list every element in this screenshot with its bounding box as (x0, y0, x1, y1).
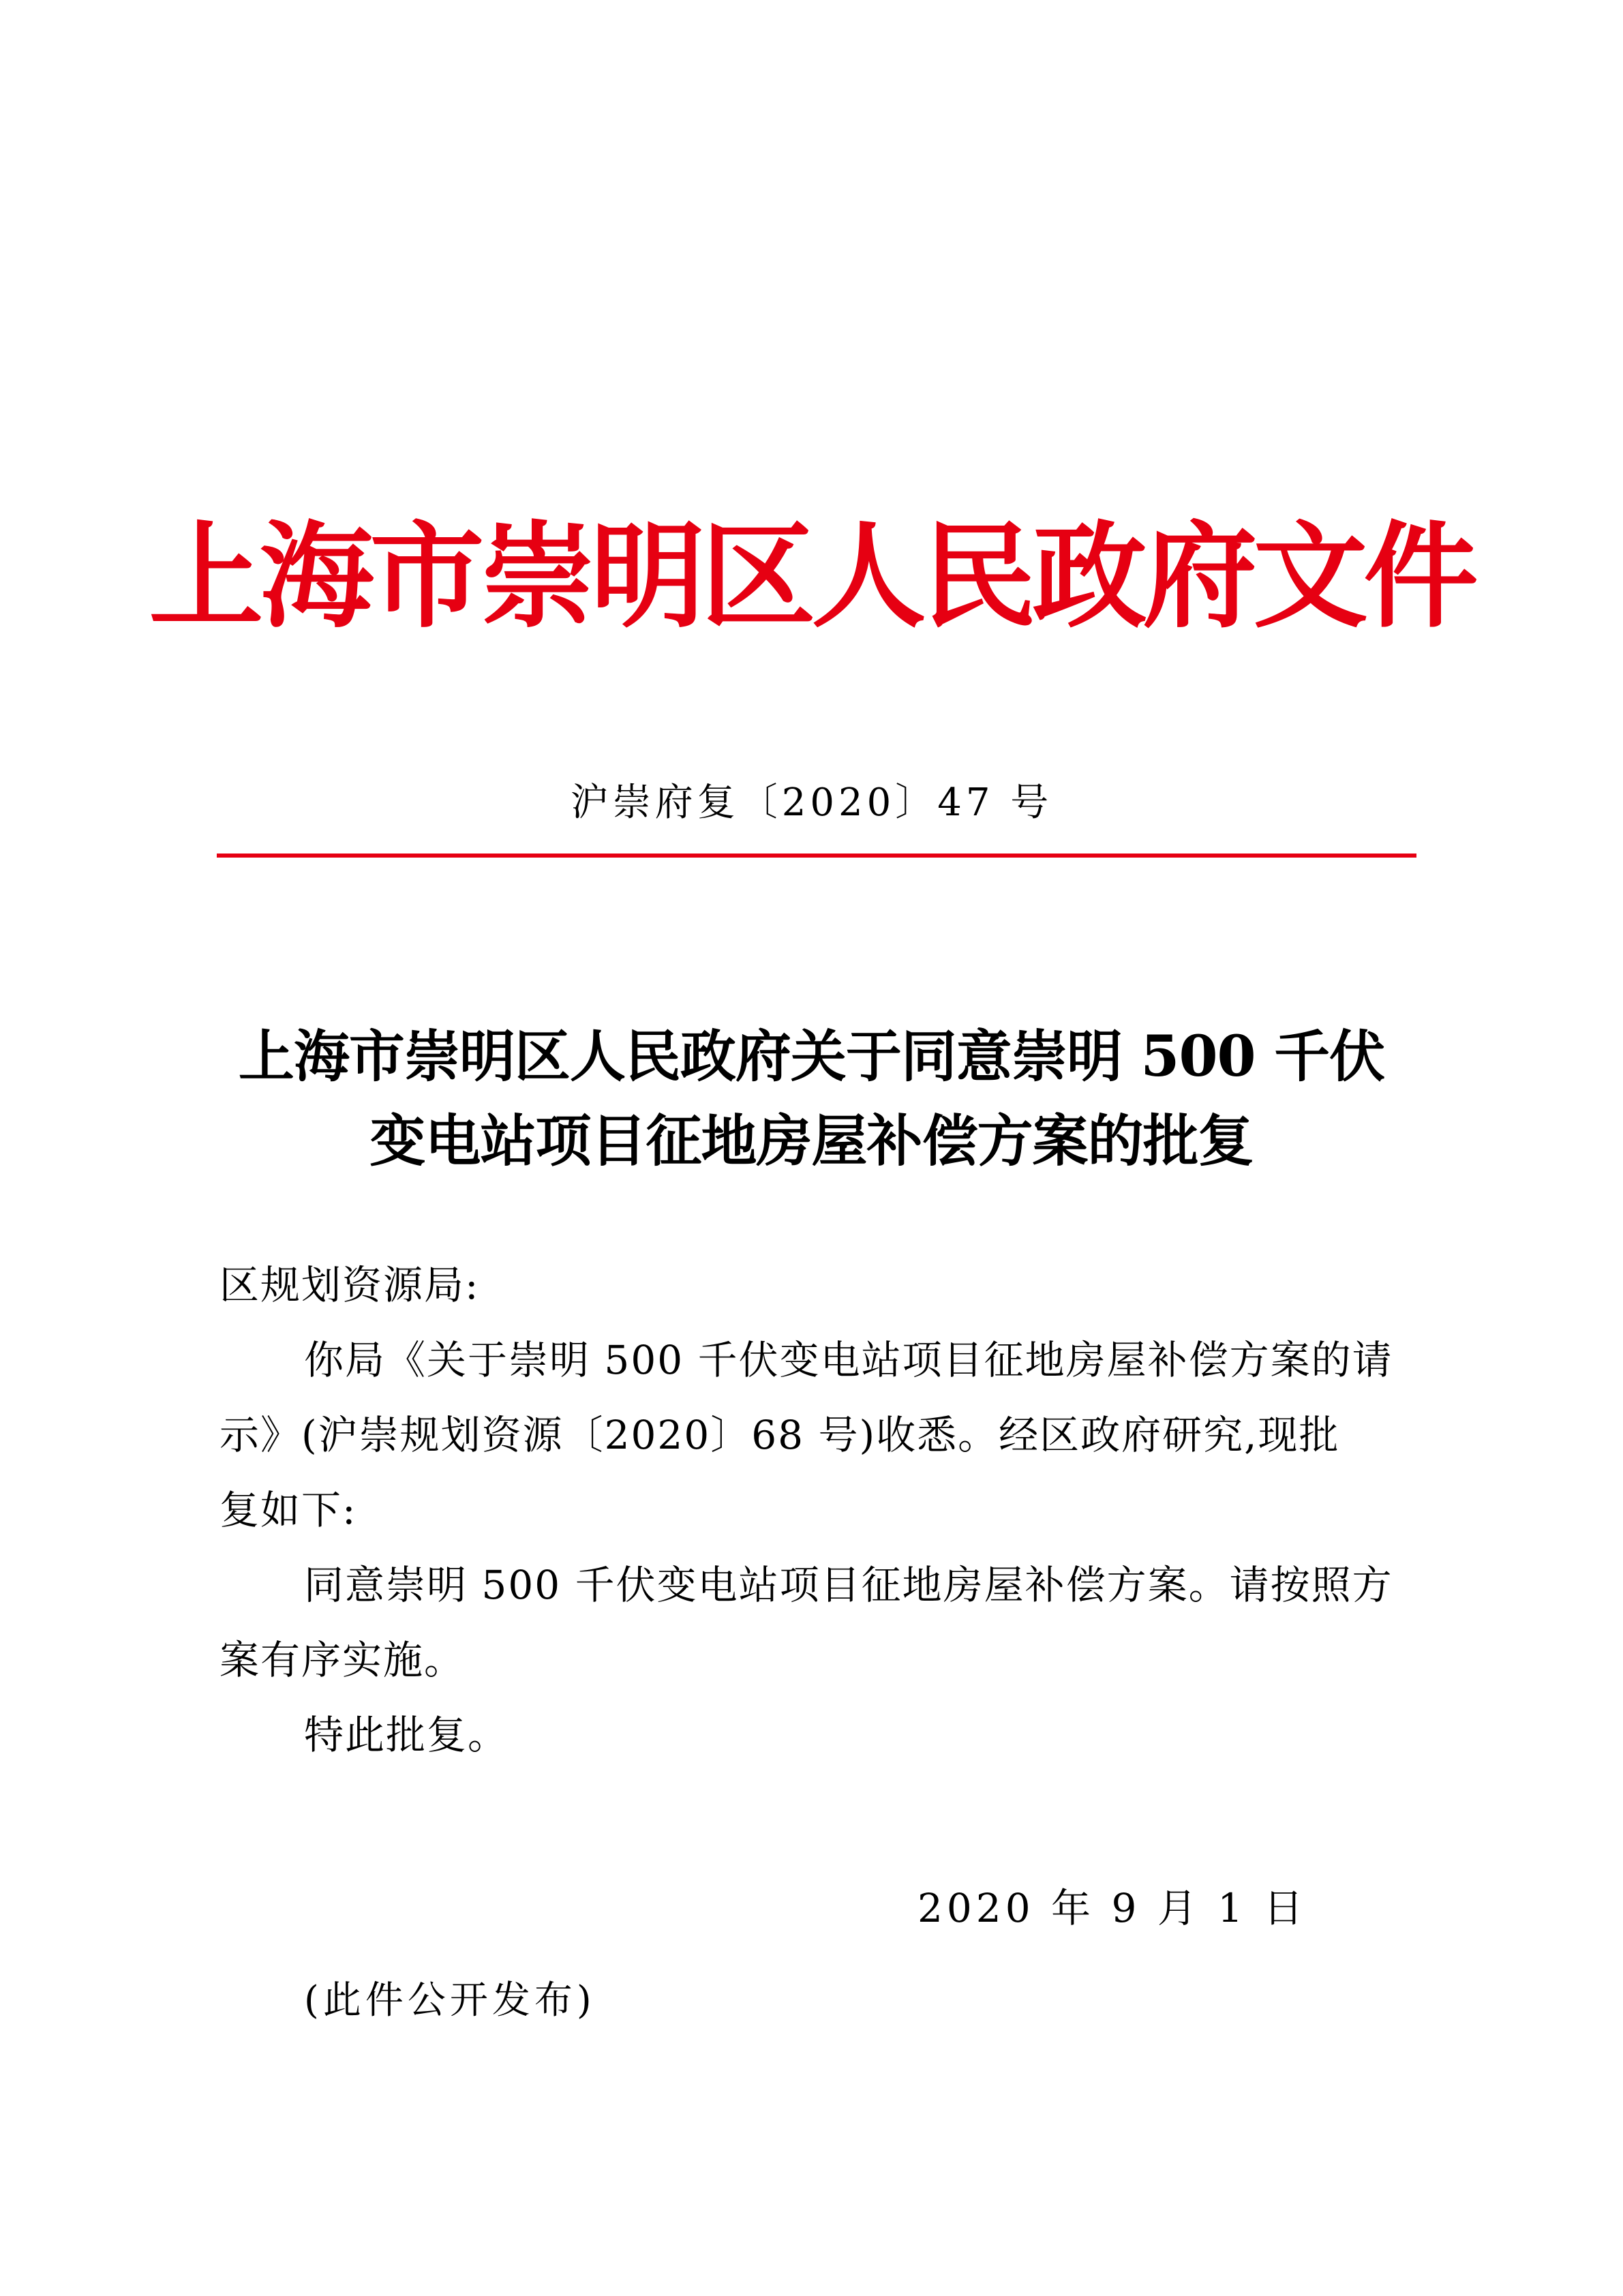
title-line-2: 变电站项目征地房屋补偿方案的批复 (369, 1108, 1254, 1174)
body-paragraph-3 (219, 1697, 1421, 1772)
paragraph-line: 案有序实施。 (219, 1637, 466, 1683)
addressee: 区规划资源局: (219, 1262, 480, 1308)
issue-date: 2020 年 9 月 1 日 (917, 1885, 1307, 1931)
paragraph-line: 复如下: (219, 1487, 357, 1533)
public-release-note: (此件公开发布) (304, 1978, 596, 2023)
red-divider-line (217, 854, 1416, 858)
paragraph-line: 同意崇明 500 千伏变电站项目征地房屋补偿方案。请按照方 (304, 1562, 1393, 1608)
document-number: 沪崇府复〔2020〕47 号 (570, 781, 1053, 825)
body-paragraph-1 (219, 1323, 1421, 1547)
body-paragraph-2 (219, 1547, 1421, 1697)
document-title (0, 1014, 1623, 1183)
paragraph-line: 示》(沪崇规划资源〔2020〕68 号)收悉。经区政府研究,现批 (219, 1412, 1340, 1458)
title-line-1: 上海市崇明区人民政府关于同意崇明 500 千伏 (238, 1024, 1385, 1089)
paragraph-line: 你局《关于崇明 500 千伏变电站项目征地房屋补偿方案的请 (304, 1337, 1393, 1383)
masthead-title: 上海市崇明区人民政府文件 (149, 509, 1474, 644)
paragraph-line: 特此批复。 (304, 1712, 509, 1758)
